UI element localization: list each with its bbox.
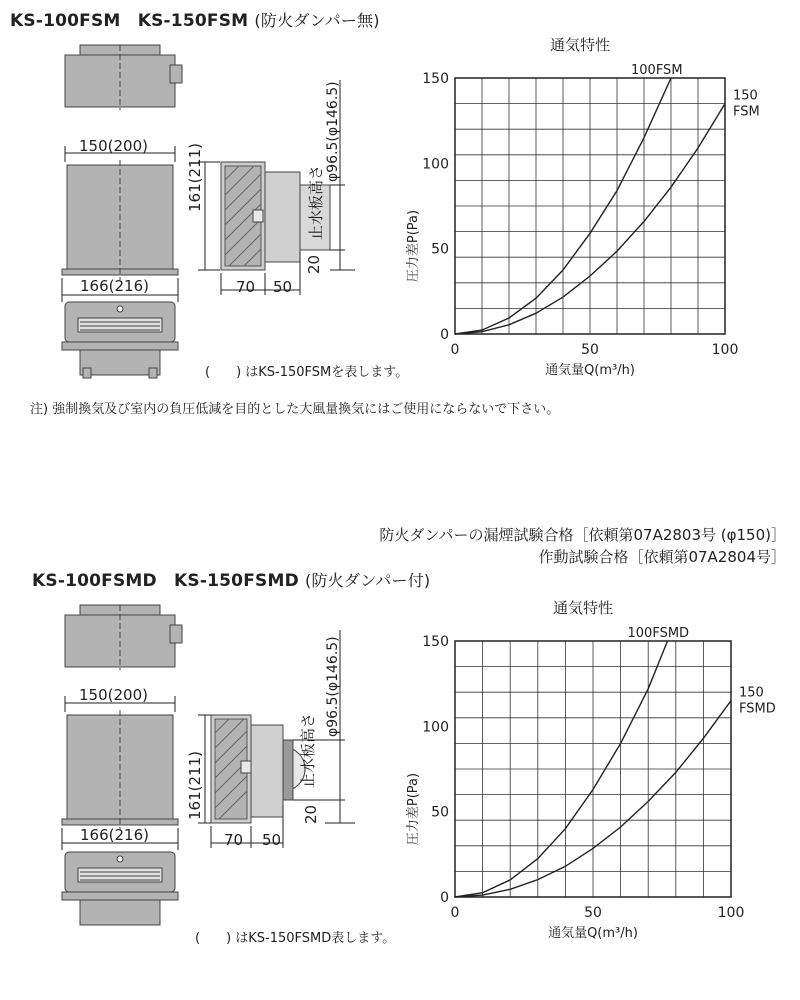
bottom-title xyxy=(32,566,430,591)
approval-block xyxy=(379,524,786,568)
chart-x-axis-label: 通気量Q(m³/h) xyxy=(548,926,638,941)
chart-series-label: FSM xyxy=(733,104,760,120)
bottom-dim-side-c: 20 xyxy=(302,804,320,824)
top-water-plate-label: 止水板高さ xyxy=(307,164,325,240)
top-chart xyxy=(395,28,795,383)
chart-y-tick-label: 0 xyxy=(440,890,449,906)
bottom-water-plate-label: 止水板高さ xyxy=(299,712,317,788)
top-title-models: KS-100FSM KS-150FSM xyxy=(10,11,249,31)
chart-y-tick-label: 50 xyxy=(431,241,449,258)
chart-x-tick-label: 0 xyxy=(450,342,460,358)
top-dim-width-top: 150(200) xyxy=(79,137,148,155)
top-dim-diameter: φ96.5(φ146.5) xyxy=(325,81,341,182)
bottom-paren-note: ( ) はKS-150FSMD表します。 xyxy=(195,931,396,946)
chart-x-tick-label: 50 xyxy=(581,342,599,358)
chart-series-label: 100FSMD xyxy=(627,626,690,641)
bottom-chart xyxy=(395,593,795,948)
top-front-view-diagram xyxy=(50,40,200,385)
chart-title: 通気特性 xyxy=(552,599,614,617)
bottom-dim-width-bottom: 166(216) xyxy=(80,826,149,844)
chart-x-tick-label: 100 xyxy=(717,905,745,921)
top-dim-width-bottom: 166(216) xyxy=(80,277,149,295)
bottom-title-note: (防火ダンパー付) xyxy=(305,571,431,590)
chart-series-label: 100FSM xyxy=(631,63,683,78)
chart-series-label: FSMD xyxy=(739,701,776,717)
chart-y-axis-label: 圧力差P(Pa) xyxy=(406,209,421,283)
bottom-front-view-diagram xyxy=(50,600,200,945)
bottom-dim-side-b: 50 xyxy=(262,831,282,849)
chart-x-axis-label: 通気量Q(m³/h) xyxy=(545,363,635,378)
chart-series-label: 150 xyxy=(733,88,758,104)
top-footnote: 注) 強制換気及び室内の負圧低減を目的とした大風量換気にはご使用にならないで下さい。 xyxy=(30,402,560,417)
approval-line-2: 作動試験合格［依頼第07A2804号］ xyxy=(538,548,786,566)
bottom-title-models: KS-100FSMD KS-150FSMD xyxy=(32,571,299,591)
top-dim-side-c: 20 xyxy=(305,254,323,274)
chart-y-tick-label: 100 xyxy=(422,719,449,736)
bottom-dim-diameter: φ96.5(φ146.5) xyxy=(325,636,341,737)
chart-y-tick-label: 0 xyxy=(440,327,449,343)
bottom-dim-side-a: 70 xyxy=(224,831,244,849)
chart-y-tick-label: 100 xyxy=(422,156,449,173)
top-paren-note: ( ) はKS-150FSMを表します。 xyxy=(205,365,409,380)
chart-y-tick-label: 50 xyxy=(431,804,449,821)
top-dim-side-a: 70 xyxy=(236,278,256,296)
chart-x-tick-label: 100 xyxy=(711,342,739,358)
bottom-dim-height: 161(211) xyxy=(186,751,204,820)
top-dim-height: 161(211) xyxy=(186,143,204,212)
top-dim-side-b: 50 xyxy=(273,278,293,296)
chart-y-tick-label: 150 xyxy=(422,71,449,87)
chart-title: 通気特性 xyxy=(549,36,611,54)
top-title xyxy=(10,6,380,31)
chart-y-axis-label: 圧力差P(Pa) xyxy=(406,772,421,846)
chart-y-tick-label: 150 xyxy=(422,634,449,650)
chart-x-tick-label: 0 xyxy=(450,905,460,921)
bottom-dim-width-top: 150(200) xyxy=(79,686,148,704)
approval-line-1: 防火ダンパーの漏煙試験合格［依頼第07A2803号 (φ150)］ xyxy=(379,526,786,544)
top-title-note: (防火ダンパー無) xyxy=(254,11,380,30)
chart-x-tick-label: 50 xyxy=(584,905,602,921)
chart-series-label: 150 xyxy=(739,685,764,701)
